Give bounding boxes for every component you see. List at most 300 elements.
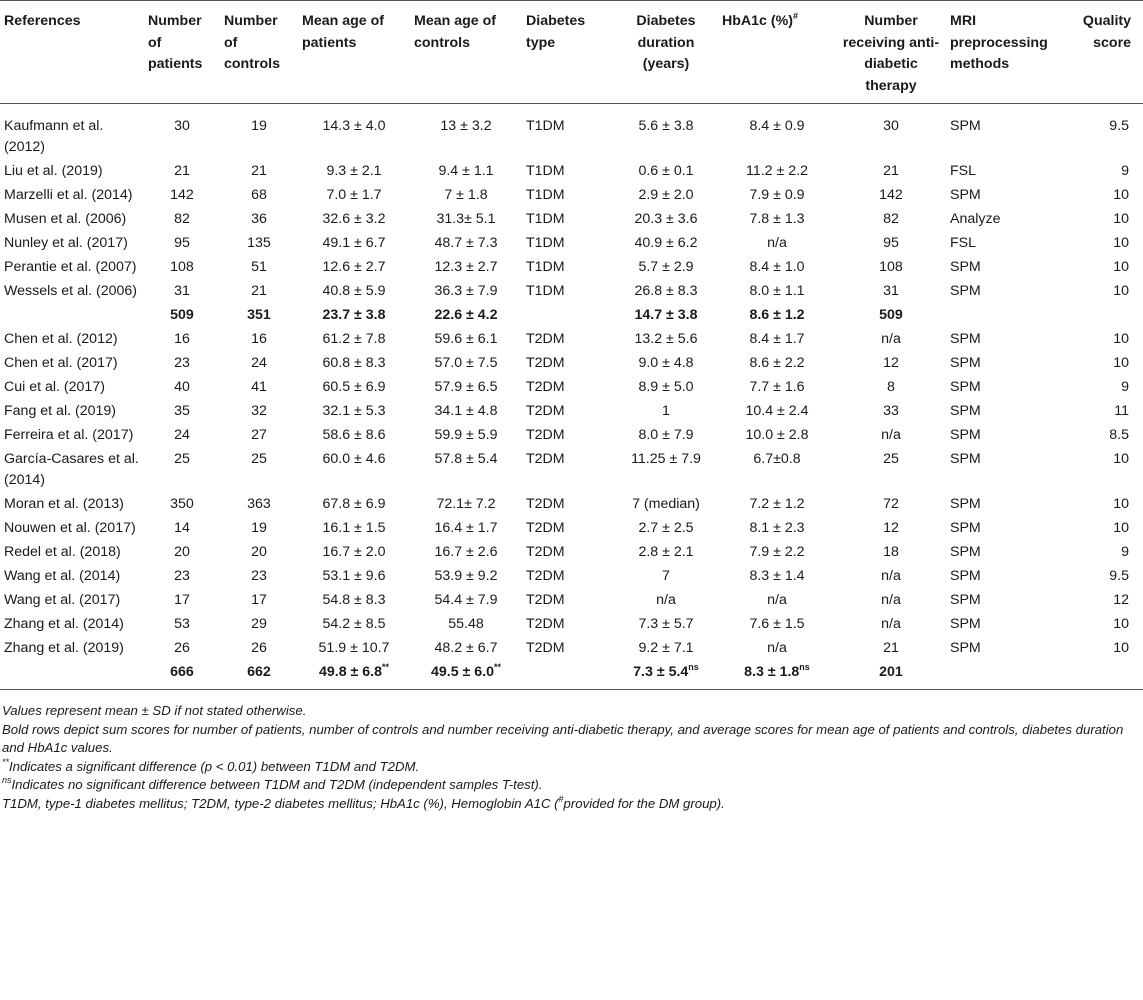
- cell-number-of-controls: [220, 492, 298, 516]
- cell-mri-method-text: FSL: [950, 163, 977, 179]
- cell-quality-score: [1056, 231, 1143, 255]
- cell-reference-text: Zhang et al. (2019): [4, 640, 124, 656]
- cell-mean-age-controls: [410, 375, 522, 399]
- cell-anti-diabetic-therapy-text: 82: [883, 211, 899, 227]
- cell-diabetes-duration: [614, 327, 718, 351]
- cell-number-of-controls: [220, 327, 298, 351]
- cell-diabetes-type: [522, 231, 614, 255]
- cell-mean-age-patients: [298, 351, 410, 375]
- cell-mean-age-patients-text: 67.8 ± 6.9: [322, 496, 386, 512]
- cell-mean-age-controls: [410, 183, 522, 207]
- cell-mean-age-controls: [410, 231, 522, 255]
- cell-mean-age-patients: [298, 279, 410, 303]
- cell-quality-score: [1056, 104, 1143, 160]
- cell-number-of-patients: [144, 447, 220, 492]
- cell-mri-method: [946, 231, 1056, 255]
- cell-anti-diabetic-therapy-text: n/a: [881, 427, 901, 443]
- cell-number-of-controls: [220, 399, 298, 423]
- cell-diabetes-type: [522, 588, 614, 612]
- cell-hba1c: [718, 612, 836, 636]
- cell-hba1c-text: 8.0 ± 1.1: [749, 283, 805, 299]
- cell-mean-age-patients-text: 16.1 ± 1.5: [322, 520, 386, 536]
- cell-diabetes-type-text: T2DM: [526, 520, 565, 536]
- cell-mean-age-patients: [298, 660, 410, 690]
- summary-row: [0, 660, 1143, 690]
- cell-anti-diabetic-therapy-text: 25: [883, 451, 899, 467]
- cell-quality-score-text: 9: [1121, 379, 1129, 395]
- cell-number-of-controls-text: 351: [247, 307, 271, 323]
- cell-diabetes-type: [522, 564, 614, 588]
- cell-number-of-patients: [144, 159, 220, 183]
- note-not-significant-text: Indicates no significant difference between T1DM and T2DM (independent samples T-test).: [11, 777, 543, 792]
- cell-quality-score-text: 9.5: [1109, 568, 1129, 584]
- cell-quality-score: [1056, 447, 1143, 492]
- cell-diabetes-duration-text: 14.7 ± 3.8: [634, 307, 698, 323]
- cell-mean-age-patients: [298, 375, 410, 399]
- cell-number-of-controls-text: 21: [251, 163, 267, 179]
- cell-mean-age-controls: [410, 255, 522, 279]
- cell-mean-age-patients: [298, 588, 410, 612]
- cell-diabetes-type-text: T1DM: [526, 211, 565, 227]
- cell-mean-age-patients-text: 23.7 ± 3.8: [322, 307, 386, 323]
- cell-number-of-controls-text: 17: [251, 592, 267, 608]
- cell-mean-age-controls-text: 48.2 ± 6.7: [434, 640, 498, 656]
- cell-diabetes-duration-text: 2.9 ± 2.0: [638, 187, 694, 203]
- cell-reference-text: Liu et al. (2019): [4, 163, 103, 179]
- cell-number-of-controls-text: 21: [251, 283, 267, 299]
- cell-mri-method: [946, 104, 1056, 160]
- table-row: [0, 159, 1143, 183]
- cell-diabetes-duration-text: 7.3 ± 5.4: [633, 664, 689, 680]
- cell-anti-diabetic-therapy-text: n/a: [881, 616, 901, 632]
- cell-number-of-patients-text: 23: [174, 568, 190, 584]
- cell-mean-age-controls-text: 7 ± 1.8: [444, 187, 488, 203]
- cell-number-of-patients-text: 40: [174, 379, 190, 395]
- cell-hba1c-sup: ns: [799, 662, 810, 672]
- cell-hba1c: [718, 423, 836, 447]
- cell-anti-diabetic-therapy-text: 12: [883, 355, 899, 371]
- cell-reference-text: Kaufmann et al. (2012): [4, 118, 104, 155]
- cell-diabetes-type: [522, 207, 614, 231]
- cell-number-of-patients: [144, 279, 220, 303]
- cell-quality-score: [1056, 492, 1143, 516]
- cell-mri-method: [946, 660, 1056, 690]
- cell-number-of-controls-text: 68: [251, 187, 267, 203]
- cell-anti-diabetic-therapy-text: 18: [883, 544, 899, 560]
- cell-quality-score-text: 10: [1113, 496, 1129, 512]
- cell-hba1c: [718, 399, 836, 423]
- cell-quality-score-text: 10: [1113, 331, 1129, 347]
- cell-diabetes-type: [522, 375, 614, 399]
- cell-anti-diabetic-therapy: [836, 447, 946, 492]
- cell-diabetes-duration-text: 20.3 ± 3.6: [634, 211, 698, 227]
- cell-diabetes-type-text: T2DM: [526, 592, 565, 608]
- cell-mean-age-controls: [410, 612, 522, 636]
- table-row: [0, 564, 1143, 588]
- cell-quality-score: [1056, 159, 1143, 183]
- cell-mean-age-controls-text: 72.1± 7.2: [436, 496, 496, 512]
- cell-mean-age-controls-text: 57.0 ± 7.5: [434, 355, 498, 371]
- cell-hba1c: [718, 516, 836, 540]
- cell-number-of-patients: [144, 104, 220, 160]
- cell-mean-age-patients: [298, 612, 410, 636]
- cell-anti-diabetic-therapy: [836, 159, 946, 183]
- cell-number-of-controls-text: 23: [251, 568, 267, 584]
- cell-mean-age-controls: [410, 279, 522, 303]
- cell-mean-age-controls: [410, 351, 522, 375]
- cell-mean-age-controls-text: 12.3 ± 2.7: [434, 259, 498, 275]
- cell-number-of-controls-text: 20: [251, 544, 267, 560]
- cell-mri-method-text: SPM: [950, 403, 981, 419]
- note-abbreviations-sup: #: [558, 793, 564, 804]
- cell-number-of-patients-text: 24: [174, 427, 190, 443]
- header-mean-age-controls: Mean age of controls: [410, 1, 522, 104]
- cell-mean-age-controls: [410, 423, 522, 447]
- cell-anti-diabetic-therapy: [836, 327, 946, 351]
- cell-number-of-patients-text: 35: [174, 403, 190, 419]
- cell-quality-score-text: 10: [1113, 283, 1129, 299]
- cell-quality-score: [1056, 351, 1143, 375]
- cell-mri-method: [946, 564, 1056, 588]
- cell-quality-score-text: 9.5: [1109, 118, 1129, 134]
- cell-mri-method-text: SPM: [950, 379, 981, 395]
- cell-number-of-controls-text: 363: [247, 496, 271, 512]
- cell-number-of-patients-text: 14: [174, 520, 190, 536]
- cell-quality-score: [1056, 564, 1143, 588]
- cell-diabetes-type: [522, 612, 614, 636]
- cell-number-of-controls: [220, 231, 298, 255]
- cell-mri-method-text: FSL: [950, 235, 977, 251]
- cell-reference-text: Nouwen et al. (2017): [4, 520, 136, 536]
- cell-mean-age-patients: [298, 183, 410, 207]
- cell-quality-score-text: 10: [1113, 211, 1129, 227]
- cell-anti-diabetic-therapy: [836, 183, 946, 207]
- cell-mean-age-controls: [410, 588, 522, 612]
- cell-hba1c-text: 8.6 ± 1.2: [749, 307, 805, 323]
- table-row: [0, 447, 1143, 492]
- cell-number-of-patients-text: 26: [174, 640, 190, 656]
- cell-hba1c-text: 10.4 ± 2.4: [745, 403, 809, 419]
- cell-number-of-controls: [220, 159, 298, 183]
- cell-diabetes-duration-text: 0.6 ± 0.1: [638, 163, 694, 179]
- cell-hba1c-text: 8.6 ± 2.2: [749, 355, 805, 371]
- table-row: [0, 636, 1143, 660]
- cell-number-of-patients: [144, 540, 220, 564]
- cell-number-of-controls: [220, 588, 298, 612]
- cell-diabetes-duration-text: 40.9 ± 6.2: [634, 235, 698, 251]
- cell-diabetes-type: [522, 447, 614, 492]
- cell-diabetes-duration: [614, 564, 718, 588]
- cell-hba1c: [718, 303, 836, 327]
- cell-diabetes-type: [522, 516, 614, 540]
- cell-reference-text: Redel et al. (2018): [4, 544, 121, 560]
- cell-quality-score: [1056, 423, 1143, 447]
- cell-hba1c-text: 8.1 ± 2.3: [749, 520, 805, 536]
- note-significant-sup: **: [2, 756, 10, 767]
- cell-reference-text: Marzelli et al. (2014): [4, 187, 133, 203]
- cell-hba1c-text: 7.6 ± 1.5: [749, 616, 805, 632]
- cell-mri-method-text: SPM: [950, 616, 981, 632]
- cell-mri-method: [946, 588, 1056, 612]
- cell-number-of-controls: [220, 279, 298, 303]
- cell-diabetes-type: [522, 540, 614, 564]
- cell-diabetes-duration-text: 7.3 ± 5.7: [638, 616, 694, 632]
- cell-diabetes-duration: [614, 612, 718, 636]
- cell-anti-diabetic-therapy: [836, 564, 946, 588]
- cell-mri-method: [946, 540, 1056, 564]
- cell-number-of-controls: [220, 540, 298, 564]
- cell-number-of-controls: [220, 423, 298, 447]
- cell-hba1c: [718, 279, 836, 303]
- cell-reference-text: Zhang et al. (2014): [4, 616, 124, 632]
- cell-quality-score: [1056, 636, 1143, 660]
- cell-mean-age-controls-text: 54.4 ± 7.9: [434, 592, 498, 608]
- cell-reference-text: Wang et al. (2014): [4, 568, 121, 584]
- cell-mean-age-controls: [410, 303, 522, 327]
- cell-number-of-controls-text: 32: [251, 403, 267, 419]
- cell-hba1c-text: 11.2 ± 2.2: [746, 163, 808, 179]
- cell-number-of-controls-text: 135: [247, 235, 271, 251]
- cell-quality-score: [1056, 660, 1143, 690]
- cell-number-of-controls: [220, 351, 298, 375]
- cell-diabetes-type: [522, 303, 614, 327]
- cell-diabetes-type-text: T1DM: [526, 235, 565, 251]
- cell-mri-method-text: SPM: [950, 640, 981, 656]
- cell-anti-diabetic-therapy: [836, 423, 946, 447]
- cell-diabetes-duration: [614, 183, 718, 207]
- cell-mean-age-patients-sup: **: [382, 662, 390, 672]
- cell-diabetes-duration: [614, 159, 718, 183]
- cell-mean-age-patients: [298, 104, 410, 160]
- cell-anti-diabetic-therapy: [836, 231, 946, 255]
- cell-diabetes-type: [522, 351, 614, 375]
- note-significant: [2, 758, 1139, 777]
- cell-mean-age-patients-text: 40.8 ± 5.9: [322, 283, 386, 299]
- cell-number-of-patients: [144, 516, 220, 540]
- cell-anti-diabetic-therapy-text: 201: [879, 664, 903, 680]
- cell-number-of-patients: [144, 375, 220, 399]
- cell-diabetes-duration: [614, 231, 718, 255]
- cell-reference-text: Cui et al. (2017): [4, 379, 105, 395]
- cell-mean-age-controls-text: 48.7 ± 7.3: [434, 235, 498, 251]
- cell-number-of-patients-text: 16: [174, 331, 190, 347]
- header-diabetes-duration: Diabetes duration (years): [614, 1, 718, 104]
- cell-anti-diabetic-therapy-text: n/a: [881, 568, 901, 584]
- cell-mean-age-patients: [298, 540, 410, 564]
- cell-number-of-controls-text: 26: [251, 640, 267, 656]
- cell-mean-age-patients-text: 49.1 ± 6.7: [322, 235, 386, 251]
- cell-mean-age-patients-text: 49.8 ± 6.8: [318, 664, 382, 680]
- cell-mean-age-patients: [298, 255, 410, 279]
- summary-row: [0, 303, 1143, 327]
- cell-mri-method: [946, 327, 1056, 351]
- note-abbreviations-post: provided for the DM group).: [563, 795, 725, 811]
- cell-hba1c-text: 7.8 ± 1.3: [749, 211, 805, 227]
- table-notes: [0, 690, 1143, 813]
- cell-mean-age-controls-text: 49.5 ± 6.0: [430, 664, 494, 680]
- cell-quality-score-text: 8.5: [1109, 427, 1129, 443]
- table-row: [0, 375, 1143, 399]
- cell-number-of-patients-text: 82: [174, 211, 190, 227]
- cell-quality-score-text: 10: [1113, 520, 1129, 536]
- cell-anti-diabetic-therapy: [836, 351, 946, 375]
- cell-diabetes-duration: [614, 399, 718, 423]
- cell-reference-text: Fang et al. (2019): [4, 403, 116, 419]
- header-row: [0, 1, 1143, 104]
- cell-mri-method-text: SPM: [950, 496, 981, 512]
- cell-quality-score: [1056, 399, 1143, 423]
- cell-number-of-controls-text: 41: [251, 379, 267, 395]
- table-body: [0, 104, 1143, 690]
- cell-mean-age-controls: [410, 327, 522, 351]
- cell-anti-diabetic-therapy-text: 72: [883, 496, 899, 512]
- cell-number-of-patients: [144, 423, 220, 447]
- cell-mean-age-controls-text: 22.6 ± 4.2: [434, 307, 498, 323]
- cell-number-of-patients-text: 509: [170, 307, 194, 323]
- cell-mean-age-controls-text: 31.3± 5.1: [436, 211, 496, 227]
- cell-anti-diabetic-therapy: [836, 492, 946, 516]
- header-anti-diabetic-therapy: Number receiving anti-diabetic therapy: [836, 1, 946, 104]
- cell-anti-diabetic-therapy-text: 31: [883, 283, 899, 299]
- cell-hba1c: [718, 660, 836, 690]
- cell-number-of-controls-text: 36: [251, 211, 267, 227]
- cell-anti-diabetic-therapy-text: 33: [883, 403, 899, 419]
- cell-diabetes-duration-text: 9.0 ± 4.8: [638, 355, 694, 371]
- cell-hba1c: [718, 183, 836, 207]
- table-row: [0, 327, 1143, 351]
- cell-diabetes-type-text: T2DM: [526, 427, 565, 443]
- cell-number-of-controls: [220, 447, 298, 492]
- cell-reference: [0, 183, 144, 207]
- cell-quality-score-text: 10: [1113, 187, 1129, 203]
- cell-quality-score: [1056, 279, 1143, 303]
- cell-hba1c-text: 10.0 ± 2.8: [745, 427, 809, 443]
- note-abbreviations-pre: T1DM, type-1 diabetes mellitus; T2DM, type-2 diabetes mellitus; HbA1c (%), Hemoglobin A1C (: [2, 795, 559, 811]
- cell-mean-age-controls: [410, 104, 522, 160]
- cell-reference: [0, 207, 144, 231]
- header-hba1c-sup: #: [792, 11, 798, 21]
- cell-number-of-patients: [144, 351, 220, 375]
- cell-mean-age-patients-text: 60.8 ± 8.3: [322, 355, 386, 371]
- cell-quality-score-text: 9: [1121, 163, 1129, 179]
- cell-mean-age-patients: [298, 564, 410, 588]
- cell-mean-age-patients-text: 54.2 ± 8.5: [322, 616, 386, 632]
- cell-anti-diabetic-therapy-text: 142: [879, 187, 903, 203]
- cell-hba1c: [718, 636, 836, 660]
- cell-mean-age-controls-text: 55.48: [448, 616, 484, 632]
- cell-quality-score: [1056, 588, 1143, 612]
- cell-reference-text: Moran et al. (2013): [4, 496, 124, 512]
- cell-hba1c-text: 7.9 ± 0.9: [749, 187, 805, 203]
- note-bold-rows: Bold rows depict sum scores for number of patients, number of controls and number receiving anti-diabetic therapy, and average scores for mean age of patients and controls, diabetes duration and HbA1c values.: [2, 721, 1124, 755]
- cell-number-of-patients: [144, 564, 220, 588]
- cell-diabetes-duration-text: 2.7 ± 2.5: [638, 520, 694, 536]
- cell-number-of-controls-text: 16: [251, 331, 267, 347]
- cell-reference-text: Chen et al. (2017): [4, 355, 118, 371]
- cell-quality-score: [1056, 516, 1143, 540]
- cell-number-of-controls-text: 29: [251, 616, 267, 632]
- cell-number-of-controls-text: 662: [247, 664, 271, 680]
- cell-number-of-patients-text: 350: [170, 496, 194, 512]
- note-not-significant: [2, 776, 1139, 795]
- cell-anti-diabetic-therapy-text: 108: [879, 259, 903, 275]
- cell-anti-diabetic-therapy: [836, 636, 946, 660]
- cell-anti-diabetic-therapy: [836, 588, 946, 612]
- note-significant-text: Indicates a significant difference (p < 0.01) between T1DM and T2DM.: [9, 758, 420, 774]
- cell-anti-diabetic-therapy: [836, 540, 946, 564]
- cell-mean-age-patients-text: 9.3 ± 2.1: [326, 163, 382, 179]
- cell-mri-method-text: SPM: [950, 520, 981, 536]
- cell-number-of-controls-text: 19: [251, 118, 267, 134]
- cell-mri-method: [946, 399, 1056, 423]
- cell-mri-method: [946, 423, 1056, 447]
- cell-diabetes-duration-text: 5.6 ± 3.8: [638, 118, 694, 134]
- cell-reference: [0, 447, 144, 492]
- cell-diabetes-type-text: T2DM: [526, 568, 565, 584]
- cell-number-of-patients-text: 17: [174, 592, 190, 608]
- cell-mean-age-controls-text: 36.3 ± 7.9: [434, 283, 498, 299]
- cell-mean-age-patients-text: 53.1 ± 9.6: [322, 568, 386, 584]
- cell-number-of-patients-text: 108: [170, 259, 194, 275]
- cell-hba1c-text: 8.3 ± 1.4: [749, 568, 805, 584]
- cell-mean-age-controls: [410, 636, 522, 660]
- cell-number-of-controls: [220, 207, 298, 231]
- cell-reference-text: Nunley et al. (2017): [4, 235, 128, 251]
- header-mean-age-patients: Mean age of patients: [298, 1, 410, 104]
- cell-diabetes-type-text: T1DM: [526, 163, 565, 179]
- cell-anti-diabetic-therapy-text: 12: [883, 520, 899, 536]
- cell-mri-method-text: SPM: [950, 427, 981, 443]
- cell-mean-age-patients-text: 32.1 ± 5.3: [322, 403, 386, 419]
- cell-hba1c-text: 7.9 ± 2.2: [749, 544, 805, 560]
- cell-diabetes-type-text: T2DM: [526, 331, 565, 347]
- cell-mean-age-controls: [410, 447, 522, 492]
- cell-quality-score-text: 10: [1113, 616, 1129, 632]
- cell-hba1c: [718, 492, 836, 516]
- cell-hba1c-text: n/a: [767, 640, 787, 656]
- cell-mean-age-patients-text: 32.6 ± 3.2: [322, 211, 386, 227]
- table-row: [0, 492, 1143, 516]
- cell-quality-score: [1056, 375, 1143, 399]
- cell-anti-diabetic-therapy-text: 21: [883, 163, 899, 179]
- table-row: [0, 231, 1143, 255]
- cell-diabetes-type-text: T2DM: [526, 544, 565, 560]
- cell-mri-method: [946, 636, 1056, 660]
- cell-diabetes-type-text: T2DM: [526, 355, 565, 371]
- cell-hba1c: [718, 447, 836, 492]
- cell-reference: [0, 660, 144, 690]
- cell-number-of-patients-text: 20: [174, 544, 190, 560]
- cell-reference: [0, 540, 144, 564]
- cell-mean-age-patients-text: 61.2 ± 7.8: [322, 331, 386, 347]
- cell-diabetes-duration-text: 2.8 ± 2.1: [638, 544, 694, 560]
- cell-diabetes-type-text: T2DM: [526, 496, 565, 512]
- cell-mri-method: [946, 492, 1056, 516]
- cell-number-of-controls-text: 51: [251, 259, 267, 275]
- cell-diabetes-duration-text: 7 (median): [632, 496, 700, 512]
- cell-mri-method: [946, 279, 1056, 303]
- cell-quality-score-text: 12: [1113, 592, 1129, 608]
- cell-mean-age-patients-text: 58.6 ± 8.6: [322, 427, 386, 443]
- cell-reference: [0, 231, 144, 255]
- note-values: Values represent mean ± SD if not stated otherwise.: [2, 703, 307, 718]
- cell-hba1c: [718, 231, 836, 255]
- cell-anti-diabetic-therapy: [836, 660, 946, 690]
- cell-hba1c: [718, 564, 836, 588]
- cell-diabetes-duration-text: 9.2 ± 7.1: [638, 640, 694, 656]
- cell-quality-score-text: 10: [1113, 355, 1129, 371]
- cell-diabetes-type: [522, 255, 614, 279]
